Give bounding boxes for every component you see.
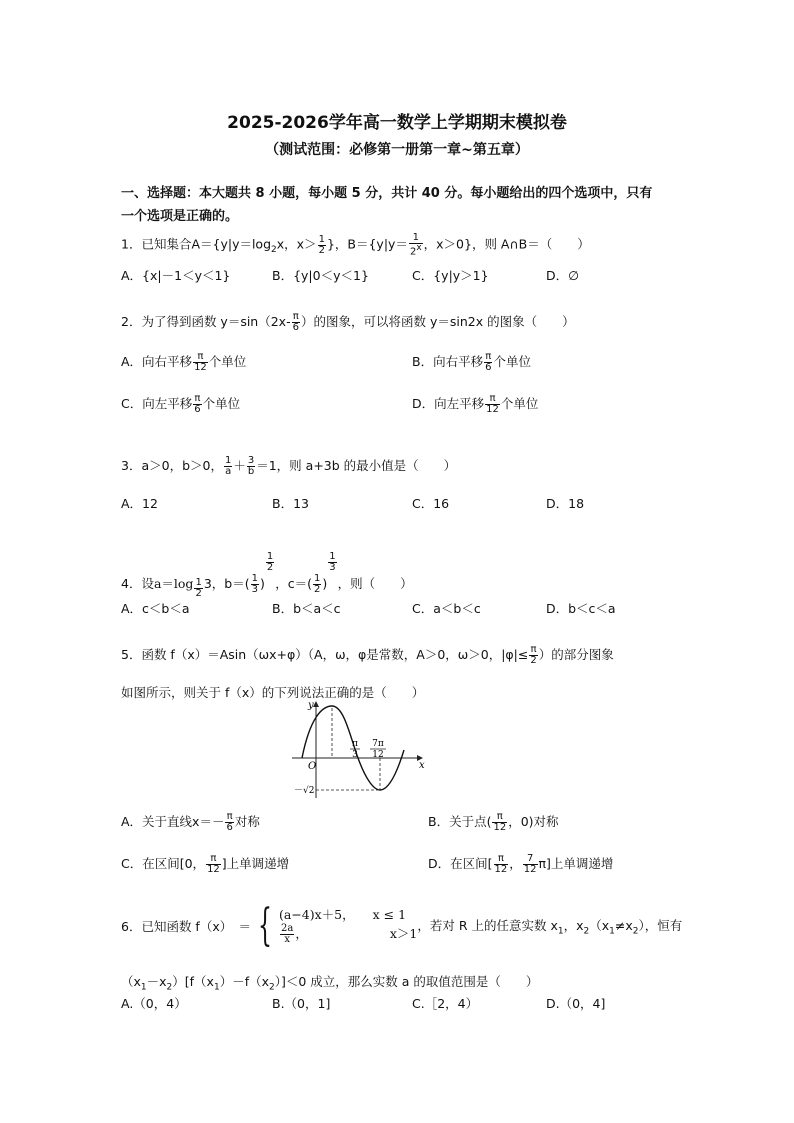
section-heading-cont: 一个选项是正确的。: [121, 209, 239, 224]
page-subtitle: （测试范围：必修第一册第一章~第五章）: [265, 142, 529, 158]
svg-text:3: 3: [352, 750, 358, 760]
q5-option-a[interactable]: A．关于直线x＝－ $\frac{\pi}{6}$ 对称: [121, 811, 260, 833]
question-6-stem-cont: $(x_1-x_2)[f(x_1)-f(x_2)]<0$ 成立，那么实数 a 的取值范围是（ ）: [121, 974, 539, 993]
q3-option-a[interactable]: A．12: [121, 496, 158, 511]
q6-option-d[interactable]: D.（0，4]: [546, 996, 606, 1011]
svg-text:7π: 7π: [372, 739, 384, 749]
q5-option-c[interactable]: C．在区间[0， $\frac{\pi}{12}$ ]上单调递增: [121, 853, 290, 875]
piecewise-cases: (a−4)x＋5， x ≤ 1 $\frac{2a}{x}$ ， x＞1: [278, 907, 418, 945]
q3-option-d[interactable]: D．18: [546, 496, 585, 511]
page-title: 2025-2026学年高一数学上学期期末模拟卷: [227, 113, 567, 133]
q6-option-a[interactable]: A.（0，4）: [121, 996, 187, 1011]
question-1-stem: 1．已知集合$A=\{y|y=\log_2x$，x＞ $\frac{1}{2}$ }，B＝{y|y＝ $\frac{1}{2^x}$ ，x＞0}，则 A∩B＝（ ）: [121, 232, 590, 258]
q2-option-b[interactable]: B．向右平移 $\frac{\pi}{6}$ 个单位: [412, 351, 531, 373]
neg-sqrt2-label: －√2: [294, 786, 315, 796]
y-label: y: [308, 700, 314, 711]
sine-graph: [292, 698, 432, 803]
svg-text:π: π: [352, 739, 358, 749]
q4-option-a[interactable]: A．c＜b＜a: [121, 601, 190, 616]
q3-option-b[interactable]: B．13: [272, 496, 309, 511]
q6-option-c[interactable]: C.［2，4）: [412, 996, 479, 1011]
q4-option-d[interactable]: D．b＜c＜a: [546, 601, 616, 616]
x-label: x: [419, 760, 425, 771]
q1-option-a[interactable]: A．{x|－1＜y＜1}: [121, 268, 231, 283]
q2-option-c[interactable]: C．向左平移 $\frac{\pi}{6}$ 个单位: [121, 393, 241, 415]
fraction: $\frac{1}{2}$: [318, 233, 325, 256]
svg-text:12: 12: [372, 750, 384, 760]
q5-option-d[interactable]: D．在区间[ $\frac{\pi}{12}$ ， $\frac{7}{12}$ π]上单调递增: [428, 853, 614, 875]
q2-option-a[interactable]: A．向右平移 $\frac{\pi}{12}$ 个单位: [121, 351, 247, 373]
question-5-stem-cont: 如图所示，则关于 f（x）的下列说法正确的是（ ）: [121, 685, 425, 700]
fraction: $\frac{1}{2^x}$: [409, 232, 422, 258]
q3-option-c[interactable]: C．16: [412, 496, 450, 511]
question-5-stem: 5．函数 f（x）＝Asin（ωx+φ）（A，ω，φ是常数，A＞0，ω＞0，|φ|≤ $\frac{\pi}{2}$ ）的部分图象: [121, 644, 614, 666]
q1-option-d[interactable]: D．∅: [546, 268, 580, 283]
q4-option-c[interactable]: C．a＜b＜c: [412, 601, 481, 616]
q1-option-c[interactable]: C．{y|y＞1}: [412, 268, 489, 283]
question-6-stem: 6．已知函数 f（x） ＝ { (a−4)x＋5， x ≤ 1 $\frac{2a}{x}$ ， x＞1 ，若对 R 上的任意实数 $x_1$，$x_2(x_1\ne x_2)$，恒有: [121, 900, 683, 951]
question-2-stem: 2．为了得到函数 y＝sin（2x- $\frac{\pi}{6}$ ）的图象，可以将函数 y＝sin2x 的图象（ ）: [121, 311, 575, 333]
section-heading: 一、选择题：本大题共 8 小题，每小题 5 分，共计 40 分。每小题给出的四个选项中，只有: [121, 186, 653, 201]
left-brace: {: [257, 900, 272, 951]
q6-option-b[interactable]: B.（0，1]: [272, 996, 331, 1011]
origin-label: O: [308, 761, 317, 772]
q2-option-d[interactable]: D．向左平移 $\frac{\pi}{12}$ 个单位: [412, 393, 539, 415]
fraction: $\frac{\pi}{6}$: [292, 311, 299, 333]
q5-option-b[interactable]: B．关于点( $\frac{\pi}{12}$ ，0)对称: [428, 811, 559, 833]
q4-option-b[interactable]: B．b＜a＜c: [272, 601, 341, 616]
q1-option-b[interactable]: B．{y|0＜y＜1}: [272, 268, 369, 283]
question-3-stem: 3．a＞0，b＞0， $\frac{1}{a}$ ＋ $\frac{3}{b}$ ＝1，则 a+3b 的最小值是（ ）: [121, 455, 457, 477]
question-4-stem: 4．设a＝log $\frac{1}{2}$ 3，b＝( $\frac{1}{3}$ ) $\frac{1}{2}$ ，c＝( $\frac{1}{2}$ ) $\frac{1}{3}$ ，则（ ）: [121, 551, 413, 599]
